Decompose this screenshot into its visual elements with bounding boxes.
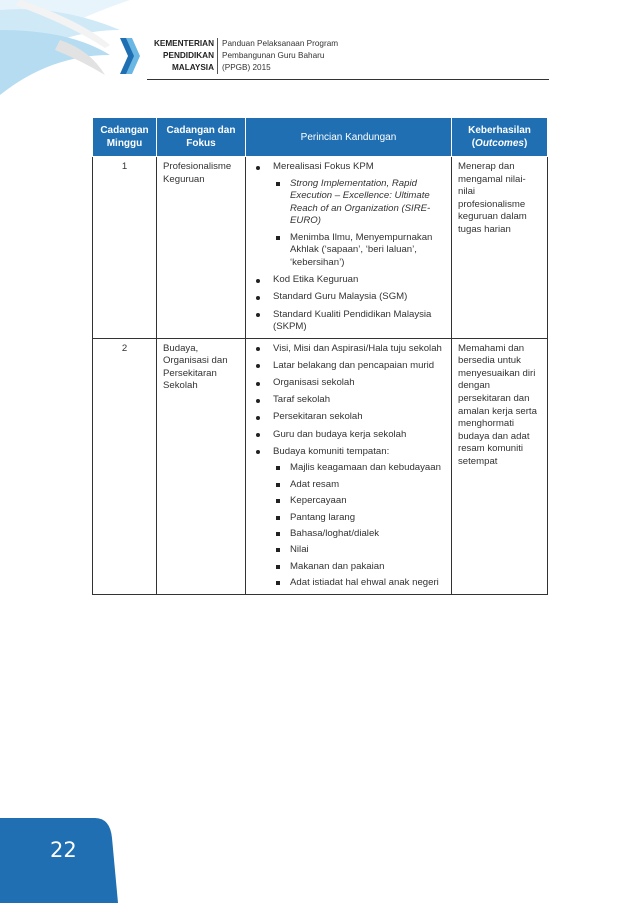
ministry-name: KEMENTERIAN PENDIDIKAN MALAYSIA (153, 39, 214, 72)
page-number: 22 (50, 838, 77, 862)
header-keberhasilan: Keberhasilan (Outcomes) (452, 118, 548, 157)
week-cell: 1 (93, 157, 157, 339)
content-item: Standard Guru Malaysia (SGM) (252, 291, 445, 304)
outcome-cell: Memahami dan bersedia untuk menyesuaikan diri dengan persekitaran dan amalan kerja serta menghormati budaya dan adat resam komuniti setempat (452, 338, 548, 594)
content-cell (246, 338, 452, 594)
content-item: Organisasi sekolah (252, 377, 445, 390)
content-item: Standard Kualiti Pendidikan Malaysia (SKPM) (252, 309, 445, 334)
content-subitem: Adat istiadat hal ehwal anak negeri (273, 577, 445, 590)
content-item: Visi, Misi dan Aspirasi/Hala tuju sekolah (252, 343, 445, 356)
content-item: Taraf sekolah (252, 394, 445, 407)
focus-cell: Profesionalisme Keguruan (157, 157, 246, 339)
content-subitem: Nilai (273, 544, 445, 557)
content-subitem: Menimba Ilmu, Menyempurnakan Akhlak (‘sapaan’, ‘beri laluan’, ‘kebersihan’) (273, 232, 445, 270)
content-item: Guru dan budaya kerja sekolah (252, 429, 445, 442)
content-subitem: Pantang larang (273, 512, 445, 525)
focus-cell: Budaya, Organisasi dan Persekitaran Sekolah (157, 338, 246, 594)
content-item: Latar belakang dan pencapaian murid (252, 360, 445, 373)
week-cell: 2 (93, 338, 157, 594)
content-subitem: Kepercayaan (273, 495, 445, 508)
content-subitem: Strong Implementation, Rapid Execution – Excellence: Ultimate Reach of an Organization (SIRE-EURO) (273, 178, 445, 228)
header-perincian-kandungan: Perincian Kandungan (246, 118, 452, 157)
program-table (92, 117, 548, 595)
header-divider (217, 38, 218, 74)
table-row (93, 338, 548, 594)
header-rule (147, 79, 549, 80)
content-subitem: Bahasa/loghat/dialek (273, 528, 445, 541)
content-item: Merealisasi Fokus KPM Strong Implementation, Rapid Execution – Excellence: Ultimate Reach of an Organization (SIRE-EURO) Menimba Ilmu, Menyempurnakan Akhlak (‘sapaan’, ‘beri laluan’, ‘kebersihan’) (252, 161, 445, 270)
table-row (93, 157, 548, 339)
content-cell (246, 157, 452, 339)
content-item: Persekitaran sekolah (252, 411, 445, 424)
header-outcomes: Outcomes (475, 138, 524, 149)
header-cadangan-minggu: Cadangan Minggu (93, 118, 157, 157)
content-item: Budaya komuniti tempatan: Majlis keagamaan dan kebudayaan Adat resam Kepercayaan Pantang larang Bahasa/loghat/dialek Nilai Makanan dan pakaian Adat istiadat hal ehwal anak negeri (252, 446, 445, 590)
document-title: Panduan Pelaksanaan Program Pembangunan Guru Baharu (PPGB) 2015 (222, 39, 339, 72)
content-subitem: Adat resam (273, 479, 445, 492)
header-cadangan-fokus: Cadangan dan Fokus (157, 118, 246, 157)
table-header-row (93, 118, 548, 157)
content-item: Kod Etika Keguruan (252, 274, 445, 287)
content-subitem: Majlis keagamaan dan kebudayaan (273, 462, 445, 475)
content-subitem: Makanan dan pakaian (273, 561, 445, 574)
outcome-cell: Menerap dan mengamal nilai-nilai profesionalisme keguruan dalam tugas harian (452, 157, 548, 339)
